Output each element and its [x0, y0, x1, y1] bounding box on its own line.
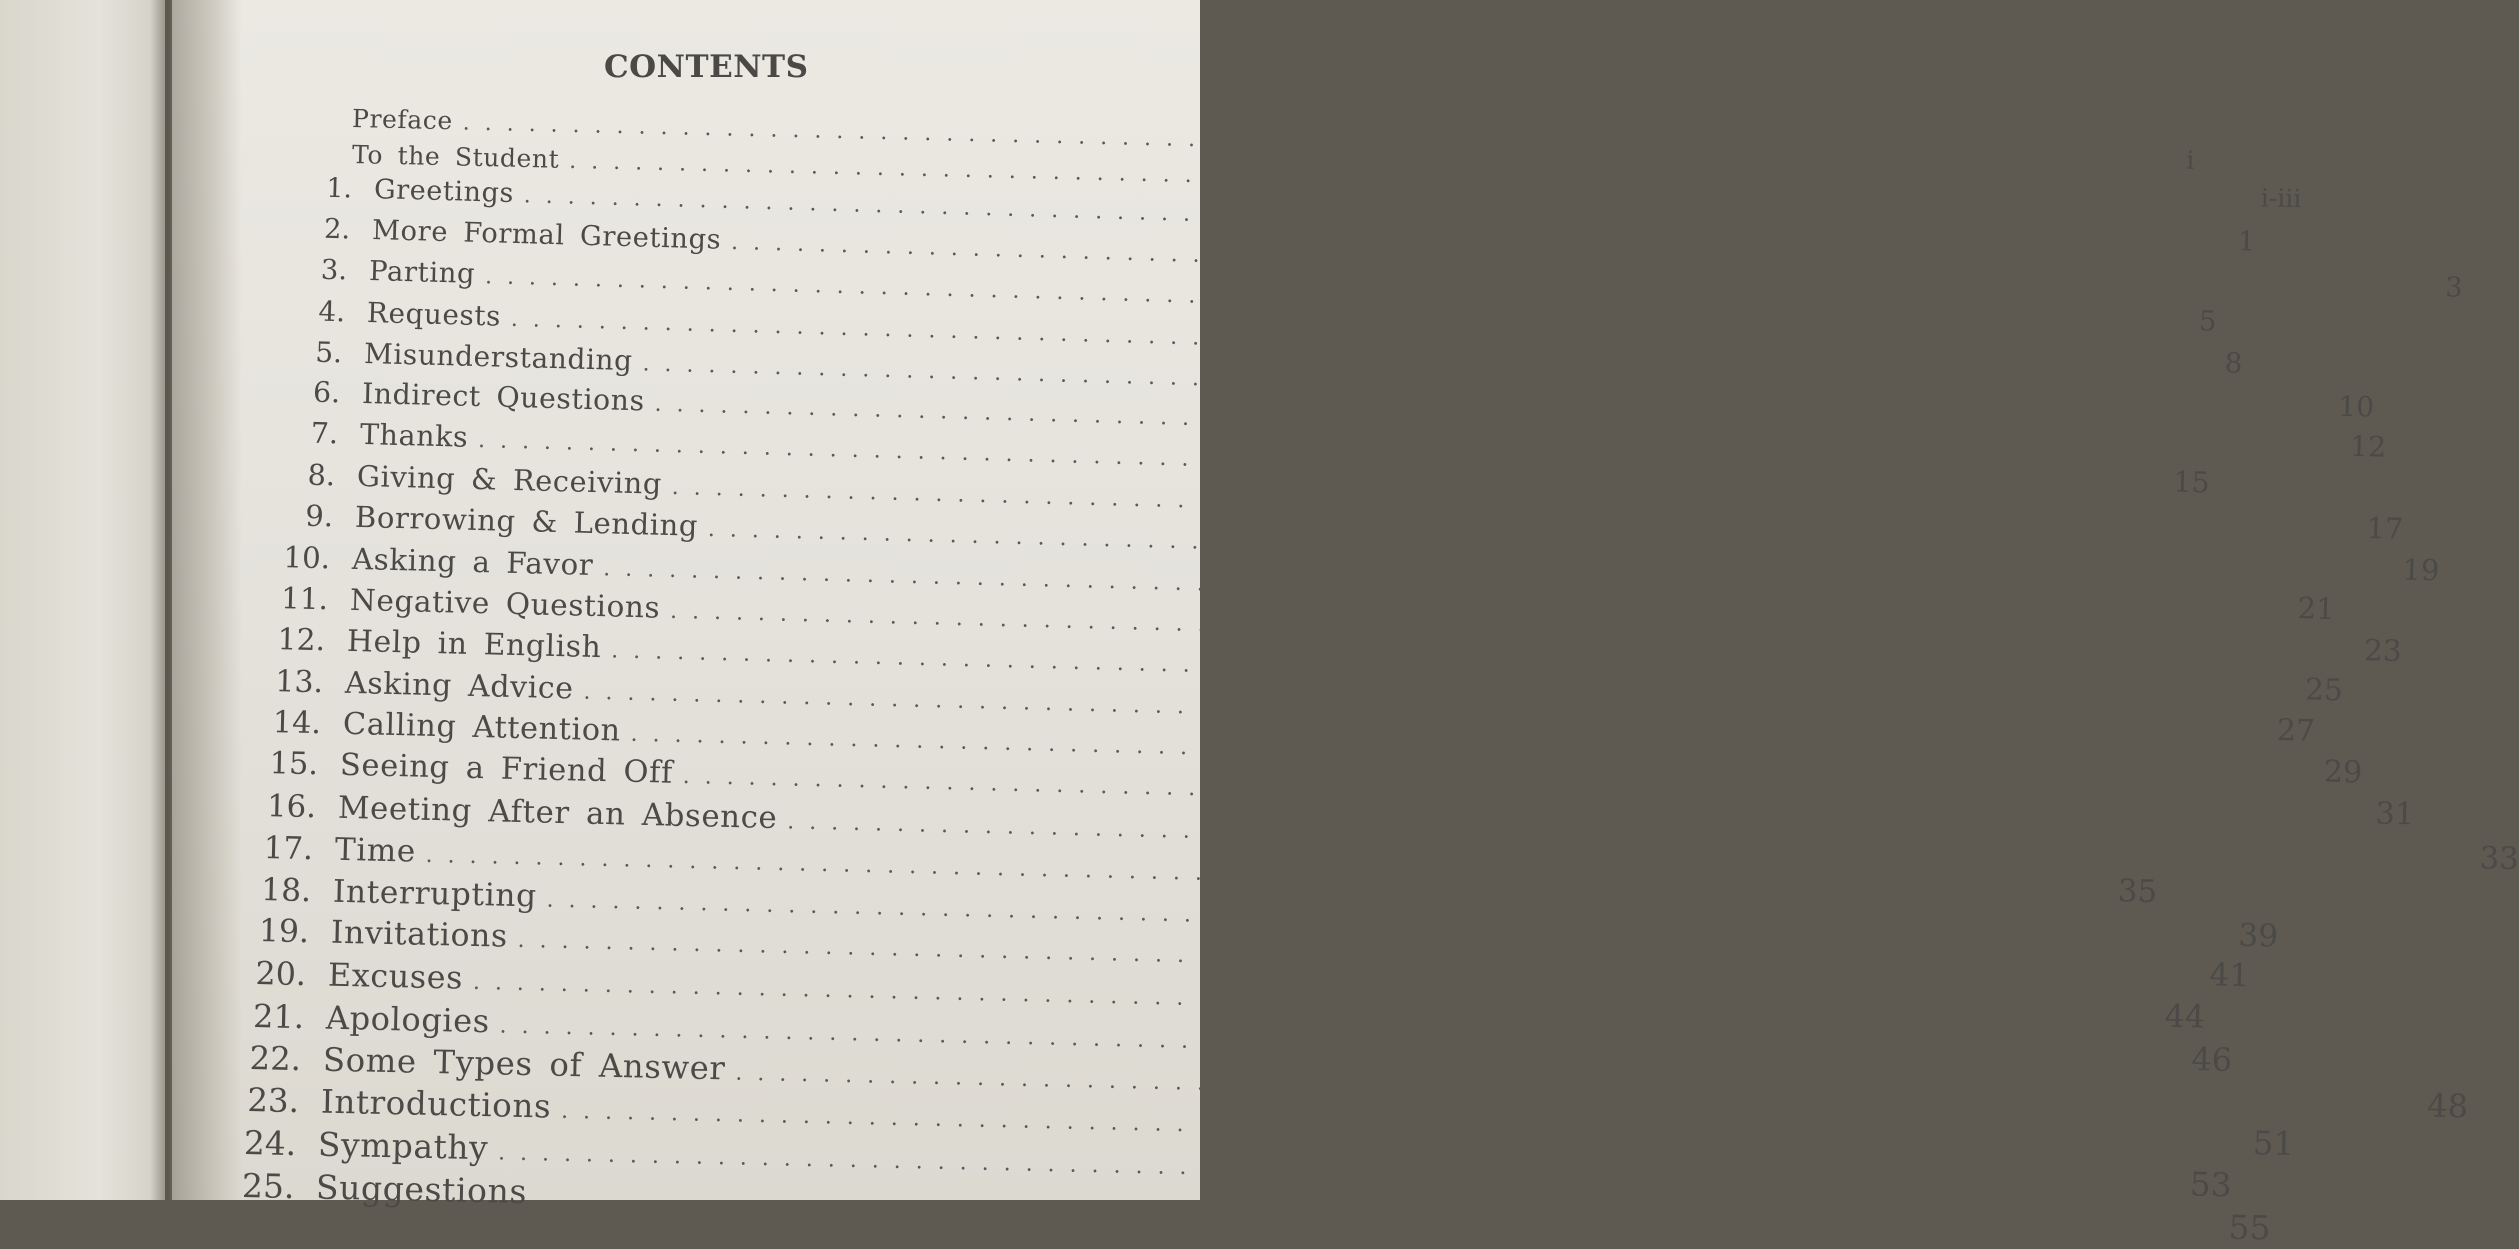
- toc-entry-number: 24.: [244, 1123, 297, 1163]
- toc-entry-title: Some Types of Answer: [322, 1040, 727, 1088]
- toc-entry-page: 44: [2164, 997, 2206, 1036]
- toc-entry-title: Asking Advice: [344, 665, 575, 706]
- toc-entry-number: 3.: [320, 253, 348, 287]
- toc-entry-page: 41: [2208, 957, 2250, 995]
- toc-entry-title: Thanks: [359, 418, 469, 455]
- toc-entry-title: Preface: [351, 104, 454, 136]
- toc-entry-title: Parting: [368, 255, 476, 291]
- toc-entry-page: 12: [2349, 430, 2387, 465]
- toc-entry-title: Invitations: [330, 915, 508, 956]
- toc-entry-title: Apologies: [325, 998, 490, 1041]
- toc-entry-page: 29: [2322, 754, 2363, 791]
- toc-entry-title: Introductions: [320, 1083, 552, 1127]
- toc-entry-page: 39: [2237, 917, 2279, 955]
- toc-entry-number: 2.: [323, 213, 351, 245]
- toc-entry-page: i-iii: [2260, 183, 2302, 214]
- page-edge-shadow: [172, 0, 242, 1200]
- toc-entry-page: 23: [2363, 632, 2402, 668]
- toc-entry-title: Asking a Favor: [351, 541, 595, 582]
- toc-entry-number: 1.: [325, 172, 353, 205]
- toc-entry-title: Misunderstanding: [363, 336, 634, 377]
- toc-entry-number: 25.: [241, 1166, 295, 1207]
- toc-entry-title: More Formal Greetings: [371, 214, 722, 256]
- toc-entry-number: 16.: [266, 788, 317, 826]
- toc-entry-title: Time: [334, 831, 417, 870]
- toc-entry-title: Requests: [366, 295, 502, 333]
- toc-entry-title: Calling Attention: [342, 706, 621, 749]
- toc-entry-number: 4.: [317, 294, 346, 329]
- toc-entry-number: 21.: [252, 997, 305, 1037]
- toc-entry-number: 20.: [255, 955, 307, 994]
- toc-entry-page: 46: [2190, 1040, 2233, 1080]
- toc-entry-title: Excuses: [327, 956, 464, 997]
- toc-entry-page: 33: [2478, 840, 2519, 878]
- toc-entry-title: Meeting After an Absence: [337, 789, 778, 837]
- toc-entry-page: 19: [2401, 552, 2440, 588]
- toc-entry-number: 19.: [258, 913, 309, 951]
- toc-entry-number: 13.: [274, 663, 324, 700]
- toc-entry-page: 17: [2366, 511, 2404, 547]
- toc-entry-number: 15.: [269, 746, 319, 783]
- page-title: CONTENTS: [604, 48, 809, 85]
- toc-entry-page: 5: [2198, 305, 2218, 338]
- toc-entry-page: 48: [2426, 1086, 2469, 1126]
- toc-entry-number: 23.: [246, 1081, 300, 1121]
- toc-entry-number: 14.: [272, 705, 322, 742]
- toc-entry-page: 1: [2237, 226, 2256, 258]
- toc-entry-number: 8.: [307, 457, 336, 493]
- toc-entry-title: Giving & Receiving: [356, 459, 663, 502]
- toc-entry-title: Interrupting: [332, 873, 538, 914]
- toc-entry-title: Negative Questions: [349, 582, 661, 625]
- toc-entry-page: 55: [2228, 1207, 2271, 1248]
- toc-entry-number: 17.: [263, 829, 314, 867]
- toc-entry-number: 9.: [304, 499, 334, 534]
- toc-entry-page: 10: [2338, 389, 2375, 424]
- toc-entry-number: 7.: [309, 417, 339, 451]
- toc-entry-page: 35: [2117, 872, 2158, 910]
- toc-entry-number: 18.: [260, 871, 312, 909]
- toc-entry-page: i: [2186, 145, 2195, 175]
- toc-entry-number: 6.: [312, 376, 341, 410]
- toc-entry-page: 31: [2375, 796, 2415, 833]
- toc-entry-title: To the Student: [351, 140, 560, 174]
- toc-entry-page: 25: [2304, 672, 2344, 709]
- toc-entry-page: 53: [2189, 1165, 2233, 1205]
- toc-entry-number: 10.: [283, 539, 331, 575]
- toc-entry-title: Indirect Questions: [361, 377, 646, 418]
- toc-entry-page: 51: [2252, 1124, 2295, 1164]
- toc-entry-page: 3: [2444, 271, 2463, 304]
- left-facing-page: [0, 0, 165, 1200]
- toc-entry-page: 21: [2297, 590, 2336, 626]
- toc-entry-title: Greetings: [373, 174, 515, 209]
- toc-entry-page: 8: [2224, 346, 2243, 380]
- toc-entry-title: Suggestions: [315, 1167, 528, 1211]
- toc-entry-title: Borrowing & Lending: [354, 500, 699, 544]
- toc-entry-title: Sympathy: [318, 1125, 490, 1167]
- toc-entry-number: 22.: [249, 1039, 302, 1079]
- toc-entry-title: Help in English: [347, 623, 603, 666]
- toc-entry-page: 15: [2172, 465, 2210, 500]
- toc-entry-page: 27: [2276, 712, 2316, 749]
- toc-entry-title: Seeing a Friend Off: [339, 748, 674, 792]
- toc-entry-number: 5.: [315, 335, 343, 369]
- toc-entry-number: 12.: [277, 622, 326, 659]
- toc-entry-number: 11.: [280, 580, 329, 617]
